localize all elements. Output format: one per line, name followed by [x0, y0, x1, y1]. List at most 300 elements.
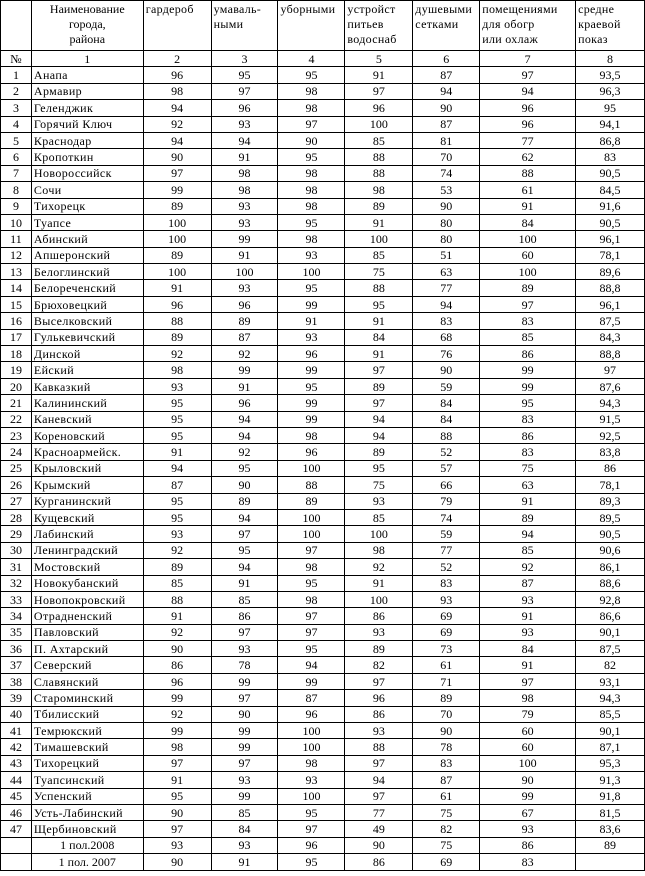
table-row: [1, 493, 645, 509]
value-cell: 96: [278, 706, 345, 722]
district-name-cell: Темрюкский: [31, 723, 143, 739]
summary-row: [1, 837, 645, 853]
value-cell: 98: [345, 542, 413, 558]
value-cell: 91: [480, 198, 576, 214]
value-cell: 85: [345, 247, 413, 263]
value-cell: 94: [211, 132, 278, 148]
value-cell: 84: [413, 395, 480, 411]
value-cell: 89: [345, 378, 413, 394]
value-cell: 98: [278, 198, 345, 214]
value-cell: 96: [211, 100, 278, 116]
row-number-cell: 6: [1, 149, 32, 165]
value-cell: 100: [278, 509, 345, 525]
row-number-cell: 23: [1, 427, 32, 443]
value-cell: 90,6: [576, 542, 645, 558]
summary-value-cell: 91: [211, 854, 278, 870]
value-cell: 93: [211, 116, 278, 132]
value-cell: 80: [413, 231, 480, 247]
value-cell: 96: [480, 116, 576, 132]
value-cell: 91: [143, 608, 211, 624]
district-name-cell: Кропоткин: [31, 149, 143, 165]
value-cell: 83: [576, 149, 645, 165]
value-cell: 93: [480, 624, 576, 640]
value-cell: 98: [278, 182, 345, 198]
table-row: [1, 231, 645, 247]
row-number-cell: 27: [1, 493, 32, 509]
value-cell: 93: [278, 247, 345, 263]
value-cell: 51: [413, 247, 480, 263]
row-number-cell: 31: [1, 559, 32, 575]
value-cell: 87: [413, 67, 480, 83]
value-cell: 95: [143, 427, 211, 443]
table-row: [1, 182, 645, 198]
table-row: [1, 657, 645, 673]
value-cell: 88: [278, 477, 345, 493]
summary-value-cell: 86: [480, 837, 576, 853]
value-cell: 90: [143, 149, 211, 165]
value-cell: 89: [345, 641, 413, 657]
value-cell: 97: [278, 624, 345, 640]
value-cell: 77: [345, 804, 413, 820]
summary-value-cell: 86: [345, 854, 413, 870]
value-cell: 90,1: [576, 624, 645, 640]
district-name-cell: Кущевский: [31, 509, 143, 525]
table-row: [1, 821, 645, 837]
value-cell: 91: [211, 149, 278, 165]
value-cell: 86,8: [576, 132, 645, 148]
value-cell: 99: [143, 690, 211, 706]
value-cell: 88: [345, 149, 413, 165]
table-row: [1, 149, 645, 165]
value-cell: 90: [143, 804, 211, 820]
value-cell: 94: [480, 526, 576, 542]
value-cell: 96: [211, 296, 278, 312]
value-cell: 83: [413, 313, 480, 329]
value-cell: 94,1: [576, 116, 645, 132]
value-cell: 100: [211, 264, 278, 280]
value-cell: 74: [413, 165, 480, 181]
value-cell: 91: [480, 608, 576, 624]
value-cell: 89: [211, 493, 278, 509]
value-cell: 91: [345, 575, 413, 591]
value-cell: 90: [278, 132, 345, 148]
value-cell: 99: [211, 362, 278, 378]
value-cell: 92: [480, 559, 576, 575]
row-number-cell: 11: [1, 231, 32, 247]
value-cell: 95: [278, 575, 345, 591]
value-cell: 86: [143, 657, 211, 673]
value-cell: 85: [211, 804, 278, 820]
value-cell: 96,3: [576, 83, 645, 99]
value-cell: 76: [413, 346, 480, 362]
table-row: [1, 739, 645, 755]
value-cell: 71: [413, 673, 480, 689]
value-cell: 91: [345, 67, 413, 83]
header-wardrobe-cell: гардероб: [143, 1, 211, 51]
row-number-cell: 19: [1, 362, 32, 378]
value-cell: 100: [278, 723, 345, 739]
row-number-cell: 5: [1, 132, 32, 148]
value-cell: 94: [278, 657, 345, 673]
value-cell: 92: [211, 346, 278, 362]
value-cell: 79: [413, 493, 480, 509]
value-cell: 95: [278, 214, 345, 230]
value-cell: 79: [480, 706, 576, 722]
value-cell: 83,6: [576, 821, 645, 837]
value-cell: 88: [345, 165, 413, 181]
district-name-cell: Ленинградский: [31, 542, 143, 558]
row-number-cell: 45: [1, 788, 32, 804]
row-number-cell: 17: [1, 329, 32, 345]
row-number-cell: 42: [1, 739, 32, 755]
table-row: [1, 772, 645, 788]
value-cell: 85: [480, 542, 576, 558]
district-name-cell: Туапсинский: [31, 772, 143, 788]
value-cell: 90,5: [576, 526, 645, 542]
value-cell: 91: [480, 493, 576, 509]
value-cell: 95: [480, 395, 576, 411]
value-cell: 95: [576, 100, 645, 116]
value-cell: 95: [278, 67, 345, 83]
value-cell: 98: [345, 182, 413, 198]
value-cell: 86,1: [576, 559, 645, 575]
value-cell: 78,1: [576, 247, 645, 263]
value-cell: 67: [480, 804, 576, 820]
value-cell: 100: [278, 788, 345, 804]
value-cell: 87,1: [576, 739, 645, 755]
value-cell: 98: [143, 739, 211, 755]
value-cell: 99: [278, 296, 345, 312]
district-name-cell: Выселковский: [31, 313, 143, 329]
value-cell: 89,5: [576, 509, 645, 525]
value-cell: 82: [576, 657, 645, 673]
value-cell: 96: [345, 690, 413, 706]
table-row: [1, 378, 645, 394]
value-cell: 97: [211, 624, 278, 640]
value-cell: 98: [278, 427, 345, 443]
value-cell: 100: [143, 214, 211, 230]
value-cell: 99: [278, 362, 345, 378]
value-cell: 86: [480, 346, 576, 362]
table-row: [1, 641, 645, 657]
value-cell: 94,3: [576, 395, 645, 411]
district-name-cell: Анапа: [31, 67, 143, 83]
row-number-cell: 3: [1, 100, 32, 116]
value-cell: 93: [143, 526, 211, 542]
value-cell: 98: [211, 165, 278, 181]
value-cell: 89: [143, 247, 211, 263]
value-cell: 98: [211, 182, 278, 198]
table-row: [1, 198, 645, 214]
value-cell: 100: [480, 264, 576, 280]
value-cell: 97: [278, 608, 345, 624]
value-cell: 83: [413, 575, 480, 591]
value-cell: 100: [480, 755, 576, 771]
value-cell: 89: [143, 198, 211, 214]
row-number-cell: 15: [1, 296, 32, 312]
value-cell: 100: [143, 264, 211, 280]
value-cell: 93: [278, 772, 345, 788]
row-number-cell: 35: [1, 624, 32, 640]
value-cell: 97: [143, 755, 211, 771]
value-cell: 98: [278, 755, 345, 771]
value-cell: 80: [413, 214, 480, 230]
value-cell: 93: [211, 641, 278, 657]
value-cell: 82: [413, 821, 480, 837]
summary-value-cell: 89: [576, 837, 645, 853]
value-cell: 84: [480, 214, 576, 230]
value-cell: 87: [480, 575, 576, 591]
value-cell: 100: [278, 460, 345, 476]
district-name-cell: Тбилисский: [31, 706, 143, 722]
value-cell: 93,5: [576, 67, 645, 83]
district-name-cell: Сочи: [31, 182, 143, 198]
row-number-cell: 34: [1, 608, 32, 624]
header-row: [1, 1, 645, 51]
table-row: [1, 788, 645, 804]
value-cell: 95: [345, 296, 413, 312]
value-cell: 89: [143, 559, 211, 575]
value-cell: 81: [413, 132, 480, 148]
value-cell: 92: [345, 559, 413, 575]
column-number-cell: 1: [31, 51, 143, 67]
table-row: [1, 624, 645, 640]
value-cell: 98: [143, 362, 211, 378]
value-cell: 89: [143, 329, 211, 345]
table-row: [1, 673, 645, 689]
summary-period-label: 1 пол.2008: [31, 837, 143, 853]
value-cell: 98: [278, 559, 345, 575]
row-number-cell: 24: [1, 444, 32, 460]
value-cell: 95: [211, 460, 278, 476]
district-name-cell: Староминский: [31, 690, 143, 706]
value-cell: 94: [211, 411, 278, 427]
value-cell: 98: [278, 83, 345, 99]
value-cell: 100: [278, 739, 345, 755]
row-number-cell: 12: [1, 247, 32, 263]
value-cell: 94: [143, 132, 211, 148]
value-cell: 99: [211, 739, 278, 755]
table-row: [1, 591, 645, 607]
value-cell: 49: [345, 821, 413, 837]
value-cell: 99: [211, 723, 278, 739]
table-row: [1, 280, 645, 296]
district-name-cell: Новопокровский: [31, 591, 143, 607]
value-cell: 88: [345, 280, 413, 296]
value-cell: 90,5: [576, 214, 645, 230]
table-row: [1, 329, 645, 345]
row-number-cell: 40: [1, 706, 32, 722]
value-cell: 85: [211, 591, 278, 607]
value-cell: 96: [345, 100, 413, 116]
value-cell: 87,6: [576, 378, 645, 394]
value-cell: 97: [345, 83, 413, 99]
district-name-cell: Кореновский: [31, 427, 143, 443]
number-sign-cell: №: [1, 51, 32, 67]
summary-value-cell: 69: [413, 854, 480, 870]
row-number-cell: 38: [1, 673, 32, 689]
value-cell: 95: [278, 641, 345, 657]
value-cell: 86: [345, 608, 413, 624]
value-cell: 77: [480, 132, 576, 148]
value-cell: 95: [143, 411, 211, 427]
summary-blank-cell: [1, 854, 32, 870]
row-number-cell: 47: [1, 821, 32, 837]
value-cell: 90,1: [576, 723, 645, 739]
value-cell: 93: [413, 591, 480, 607]
value-cell: 94: [143, 100, 211, 116]
value-cell: 59: [413, 378, 480, 394]
value-cell: 89: [480, 509, 576, 525]
value-cell: 96: [143, 67, 211, 83]
value-cell: 100: [278, 526, 345, 542]
value-cell: 88: [143, 591, 211, 607]
value-cell: 95: [211, 67, 278, 83]
row-number-cell: 14: [1, 280, 32, 296]
value-cell: 99: [211, 673, 278, 689]
row-number-cell: 2: [1, 83, 32, 99]
value-cell: 77: [413, 280, 480, 296]
value-cell: 99: [143, 723, 211, 739]
value-cell: 88: [143, 313, 211, 329]
district-name-cell: Крыловский: [31, 460, 143, 476]
value-cell: 86: [345, 706, 413, 722]
summary-value-cell: [576, 854, 645, 870]
value-cell: 95: [345, 460, 413, 476]
value-cell: 87: [211, 329, 278, 345]
value-cell: 84: [480, 641, 576, 657]
summary-value-cell: 95: [278, 854, 345, 870]
value-cell: 97: [480, 673, 576, 689]
column-number-cell: 5: [345, 51, 413, 67]
value-cell: 90: [211, 477, 278, 493]
table-row: [1, 509, 645, 525]
value-cell: 94: [480, 83, 576, 99]
row-number-cell: 37: [1, 657, 32, 673]
value-cell: 87: [278, 690, 345, 706]
value-cell: 93,1: [576, 673, 645, 689]
value-cell: 98: [480, 690, 576, 706]
table-row: [1, 116, 645, 132]
value-cell: 88: [413, 427, 480, 443]
value-cell: 78: [211, 657, 278, 673]
value-cell: 70: [413, 149, 480, 165]
row-number-cell: 44: [1, 772, 32, 788]
column-number-cell: 6: [413, 51, 480, 67]
value-cell: 83,8: [576, 444, 645, 460]
value-cell: 78: [413, 739, 480, 755]
value-cell: 92: [143, 116, 211, 132]
value-cell: 97: [211, 755, 278, 771]
value-cell: 97: [278, 542, 345, 558]
value-cell: 73: [413, 641, 480, 657]
value-cell: 96: [143, 673, 211, 689]
value-cell: 52: [413, 559, 480, 575]
district-name-cell: Новокубанский: [31, 575, 143, 591]
value-cell: 95: [278, 280, 345, 296]
value-cell: 74: [413, 509, 480, 525]
value-cell: 92: [143, 706, 211, 722]
value-cell: 85,5: [576, 706, 645, 722]
summary-value-cell: 75: [413, 837, 480, 853]
value-cell: 89: [345, 198, 413, 214]
table-row: [1, 411, 645, 427]
district-name-cell: Геленджик: [31, 100, 143, 116]
district-name-cell: Щербиновский: [31, 821, 143, 837]
value-cell: 75: [480, 460, 576, 476]
value-cell: 61: [480, 182, 576, 198]
value-cell: 91: [345, 346, 413, 362]
value-cell: 88,6: [576, 575, 645, 591]
header-name-cell: Наименование города, района: [31, 1, 143, 51]
value-cell: 97: [480, 296, 576, 312]
value-cell: 60: [480, 247, 576, 263]
table-row: [1, 804, 645, 820]
value-cell: 96: [278, 346, 345, 362]
district-name-cell: Успенский: [31, 788, 143, 804]
value-cell: 96,1: [576, 231, 645, 247]
value-cell: 91: [345, 313, 413, 329]
value-cell: 86: [480, 427, 576, 443]
value-cell: 97: [345, 395, 413, 411]
value-cell: 61: [413, 657, 480, 673]
summary-value-cell: 90: [345, 837, 413, 853]
value-cell: 95: [143, 493, 211, 509]
value-cell: 100: [480, 231, 576, 247]
value-cell: 95: [278, 804, 345, 820]
value-cell: 75: [413, 804, 480, 820]
value-cell: 91: [211, 378, 278, 394]
district-name-cell: Апшеронский: [31, 247, 143, 263]
value-cell: 94: [211, 509, 278, 525]
table-row: [1, 559, 645, 575]
value-cell: 100: [345, 116, 413, 132]
value-cell: 92,8: [576, 591, 645, 607]
value-cell: 91: [211, 247, 278, 263]
value-cell: 98: [278, 231, 345, 247]
value-cell: 96: [211, 395, 278, 411]
row-number-cell: 7: [1, 165, 32, 181]
value-cell: 87: [413, 116, 480, 132]
summary-period-label: 1 пол. 2007: [31, 854, 143, 870]
row-number-cell: 41: [1, 723, 32, 739]
value-cell: 84: [211, 821, 278, 837]
value-cell: 63: [480, 477, 576, 493]
value-cell: 94: [211, 559, 278, 575]
value-cell: 69: [413, 624, 480, 640]
summary-blank-cell: [1, 837, 32, 853]
value-cell: 94: [345, 772, 413, 788]
row-number-cell: 4: [1, 116, 32, 132]
value-cell: 95: [211, 542, 278, 558]
table-row: [1, 313, 645, 329]
value-cell: 100: [345, 591, 413, 607]
value-cell: 92: [143, 346, 211, 362]
row-number-cell: 25: [1, 460, 32, 476]
district-name-cell: Горячий Ключ: [31, 116, 143, 132]
value-cell: 85: [480, 329, 576, 345]
value-cell: 94,3: [576, 690, 645, 706]
value-cell: 75: [345, 264, 413, 280]
value-cell: 99: [480, 378, 576, 394]
value-cell: 88: [345, 739, 413, 755]
value-cell: 98: [278, 165, 345, 181]
value-cell: 93: [211, 214, 278, 230]
value-cell: 83: [480, 313, 576, 329]
column-number-cell: 2: [143, 51, 211, 67]
value-cell: 99: [278, 673, 345, 689]
column-number-cell: 8: [576, 51, 645, 67]
